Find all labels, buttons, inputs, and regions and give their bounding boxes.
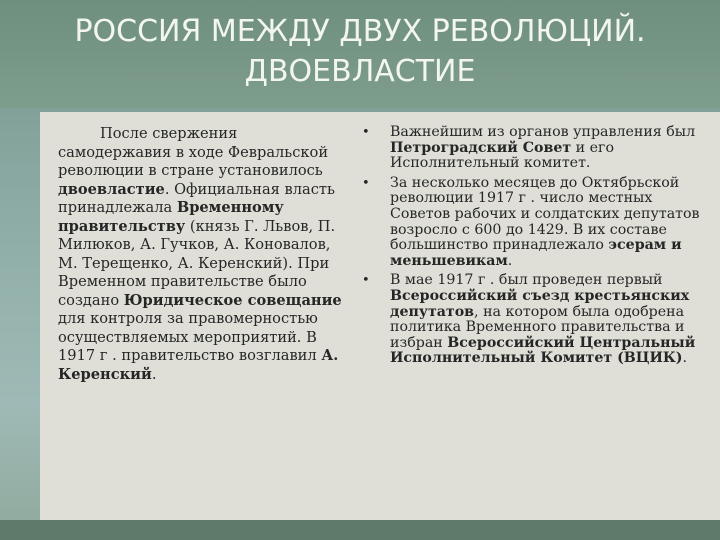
bullet-icon: • [362, 125, 370, 140]
right-column [358, 125, 710, 371]
bold-term: Юридическое совещание [123, 291, 342, 309]
bold-term: Временному правительству [58, 199, 284, 235]
bold-term: двоевластие [58, 180, 165, 198]
bullet-icon: • [362, 175, 370, 191]
left-paragraph [58, 125, 343, 384]
text-run: (князь Г. Львов, П. Милюков, А. Гучков, А. Коновалов, М. Терещенко, А. Керенский). При Временном правительстве было создано [58, 217, 336, 309]
bullet-icon: • [362, 273, 370, 289]
text-run: . [507, 252, 513, 269]
text-run: и его Исполнительный комитет. [390, 139, 615, 172]
text-run: . [682, 350, 688, 367]
bullet-list [358, 125, 710, 367]
text-run: . Официальная власть принадлежала [58, 180, 335, 216]
bullet-item [358, 176, 710, 270]
bottom-band [0, 520, 720, 540]
bullet-item [358, 125, 710, 172]
bold-term: Всероссийский съезд крестьянских депутатов [390, 287, 690, 320]
bold-term: Петроградский Совет [390, 139, 572, 156]
bold-term: А. Керенский [58, 347, 339, 383]
left-column [58, 125, 343, 384]
title-line-2: ДВОЕВЛАСТИЕ [244, 54, 476, 89]
text-run: для контроля за правомерностью осуществляемых мероприятий. В 1917 г . правительство возглавил [58, 310, 322, 364]
bullet-item [358, 273, 710, 367]
text-run: После свержения самодержавия в ходе Февральской революции в стране установилось [58, 125, 329, 179]
bold-term: Всероссийский Центральный Исполнительный Комитет (ВЦИК) [390, 334, 696, 367]
text-run: , на котором была одобрена политика Временного правительства и избран [390, 303, 685, 351]
text-run: Важнейшим из органов управления был [390, 124, 696, 140]
text-run: . [151, 365, 157, 383]
slide-title [0, 12, 720, 92]
title-line-1: РОССИЯ МЕЖДУ ДВУХ РЕВОЛЮЦИЙ. [74, 14, 646, 49]
text-run: В мае 1917 г . был проведен первый [390, 272, 663, 289]
text-run: За несколько месяцев до Октябрьской революции 1917 г . число местных Советов рабочих и солдатских депутатов возросло с 600 до 1429. В их составе большинство принадлежало [390, 174, 700, 254]
bold-term: эсерам и меньшевикам [390, 237, 682, 269]
